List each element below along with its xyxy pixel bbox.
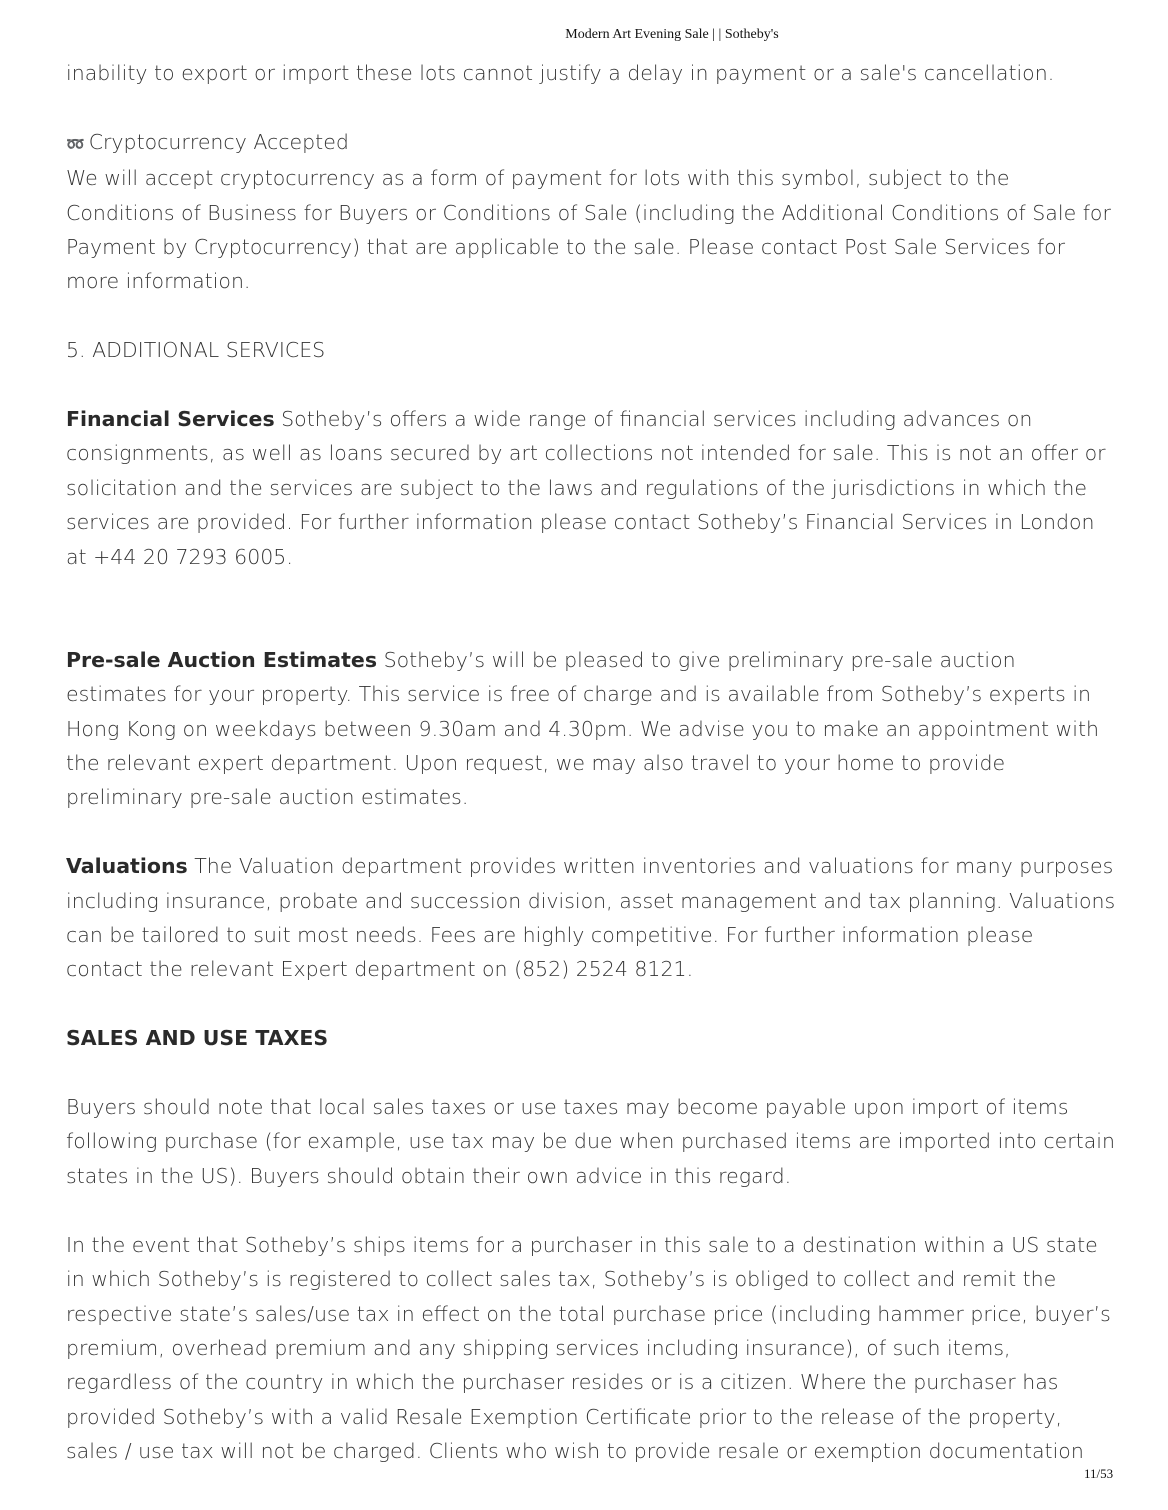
financial-services-paragraph [66,402,1116,574]
valuations-body: The Valuation department provides written inventories and valuations for many purposes including insurance, probate and succession division, asset management and tax planning. Valuations can be tailored to suit most needs. Fees are highly competitive. For further information please contact the relevant Expert department on (852) 2524 8121. [66,854,1116,982]
taxes-heading: SALES AND USE TAXES [66,1026,329,1051]
presale-body: Sotheby’s will be pleased to give preliminary pre-sale auction estimates for your property. This service is free of charge and is available from Sotheby’s experts in Hong Kong on weekdays between 9.30am and 4.30pm. We advise you to make an appointment with the relevant expert department. Upon request, we may also travel to your home to provide preliminary pre-sale auction estimates. [66,647,1099,810]
intro-paragraph: inability to export or import these lots cannot justify a delay in payment or a sale's cancellation. [66,61,1055,85]
cryptocurrency-icon: ➿ [66,134,83,153]
spacer [66,368,1116,402]
page-number: 11/53 [1084,1466,1114,1481]
spacer [66,815,1116,849]
page-header-title: Modern Art Evening Sale | | Sotheby's [565,27,779,42]
presale-paragraph [66,643,1116,815]
section-heading: 5. ADDITIONAL SERVICES [66,338,326,363]
valuations-label: Valuations [66,854,188,879]
financial-services-label: Financial Services [66,407,275,432]
spacer [66,987,1116,1021]
crypto-paragraph: We will accept cryptocurrency as a form of payment for lots with this symbol, subject to the Conditions of Business for Buyers or Conditions of Sale (including the Additional Conditions of Sale for Payment by Cryptocurrency) that are applicable to the sale. Please contact Post Sale Services for more information. [66,166,1111,294]
spacer [66,299,1116,333]
financial-services-body: Sotheby’s offers a wide range of financial services including advances on consignments, as well as loans secured by art collections not intended for sale. This is not an offer or solicitation and the services are subject to the laws and regulations of the jurisdictions in which the services are provided. For further information please contact Sotheby’s Financial Services in London at +44 20 7293 6005. [66,407,1106,569]
presale-label: Pre-sale Auction Estimates [66,647,378,672]
taxes-paragraph-2: In the event that Sotheby’s ships items for a purchaser in this sale to a destination within a US state in which Sotheby’s is registered to collect sales tax, Sotheby’s is obliged to collect and remit the respective state’s sales/use tax in effect on the total purchase price (including hammer price, buyer’s premium, overhead premium and any shipping services including insurance), of such items, regardless of the country in which the purchaser resides or is a citizen. Where the purchaser has provided Sotheby’s with a valid Resale Exemption Certificate prior to the release of the property, sales / use tax will not be charged. Clients who wish to provide resale or exemption documentation [66,1232,1111,1464]
document-body [66,56,1116,1469]
spacer [66,1193,1116,1227]
spacer [66,574,1116,643]
spacer [66,90,1116,124]
crypto-title-line [66,125,1116,161]
valuations-paragraph [66,849,1116,987]
spacer [66,1056,1116,1090]
taxes-paragraph-1: Buyers should note that local sales taxes or use taxes may become payable upon import of items following purchase (for example, use tax may be due when purchased items are imported into certain states in the US). Buyers should obtain their own advice in this regard. [66,1095,1115,1188]
crypto-title: Cryptocurrency Accepted [88,129,349,154]
